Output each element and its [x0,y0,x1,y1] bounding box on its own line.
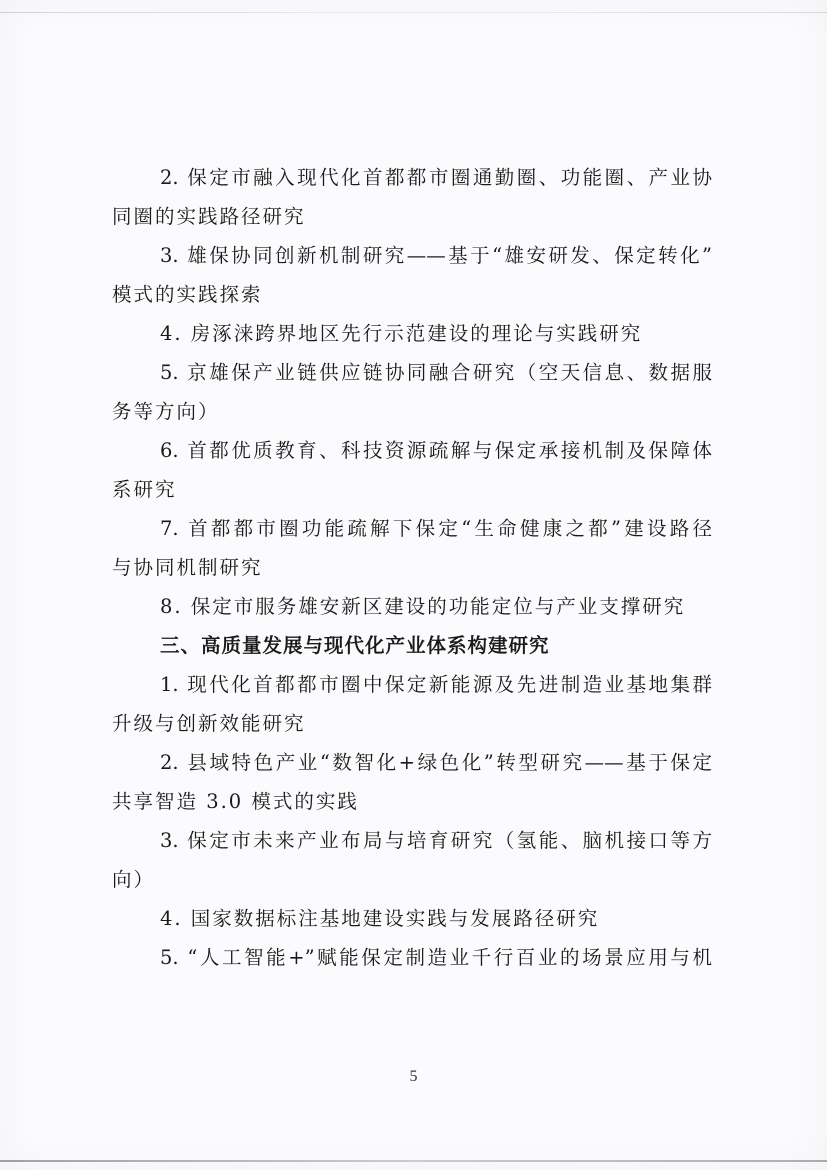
list-item [112,821,712,899]
list-item [112,899,712,938]
list-item [112,509,712,587]
item-first-line: 5. 京雄保产业链供应链协同融合研究（空天信息、数据服 [160,361,712,384]
item-first-line: 6. 首都优质教育、科技资源疏解与保定承接机制及保障体 [160,439,712,462]
item-continuation: 共享智造 3.0 模式的实践 [112,790,359,813]
item-first-line: 3. 保定市未来产业布局与培育研究（氢能、脑机接口等方 [160,829,712,852]
list-item [112,665,712,743]
list-item [112,587,712,626]
list-item [112,431,712,509]
scan-edge-top [0,12,827,13]
list-item [112,314,712,353]
list-item [112,158,712,236]
item-first-line: 5. “人工智能+”赋能保定制造业千行百业的场景应用与机 [160,946,712,969]
item-first-line: 2. 保定市融入现代化首都都市圈通勤圈、功能圈、产业协 [160,166,712,189]
item-first-line: 7. 首都都市圈功能疏解下保定“生命健康之都”建设路径 [160,517,712,540]
item-first-line: 3. 雄保协同创新机制研究——基于“雄安研发、保定转化” [160,244,712,267]
item-continuation: 同圈的实践路径研究 [112,205,306,228]
item-continuation: 向） [112,868,156,891]
item-continuation: 系研究 [112,478,177,501]
item-continuation: 升级与创新效能研究 [112,712,306,735]
item-first-line: 2. 县域特色产业“数智化+绿色化”转型研究——基于保定 [160,751,712,774]
list-item [112,743,712,821]
item-first-line: 4. 房涿涞跨界地区先行示范建设的理论与实践研究 [160,322,643,345]
list-item [112,353,712,431]
item-continuation: 模式的实践探索 [112,283,263,306]
page-number: 5 [409,1068,418,1085]
list-item [112,236,712,314]
list-item [112,938,712,977]
item-first-line: 1. 现代化首都都市圈中保定新能源及先进制造业基地集群 [160,673,712,696]
section-heading: 三、高质量发展与现代化产业体系构建研究 [160,634,550,657]
item-continuation: 与协同机制研究 [112,556,263,579]
item-first-line: 8. 保定市服务雄安新区建设的功能定位与产业支撑研究 [160,595,686,618]
item-first-line: 4. 国家数据标注基地建设实践与发展路径研究 [160,907,600,930]
item-continuation: 务等方向） [112,400,220,423]
scan-edge-bottom [0,1160,827,1162]
document-body [112,158,712,977]
